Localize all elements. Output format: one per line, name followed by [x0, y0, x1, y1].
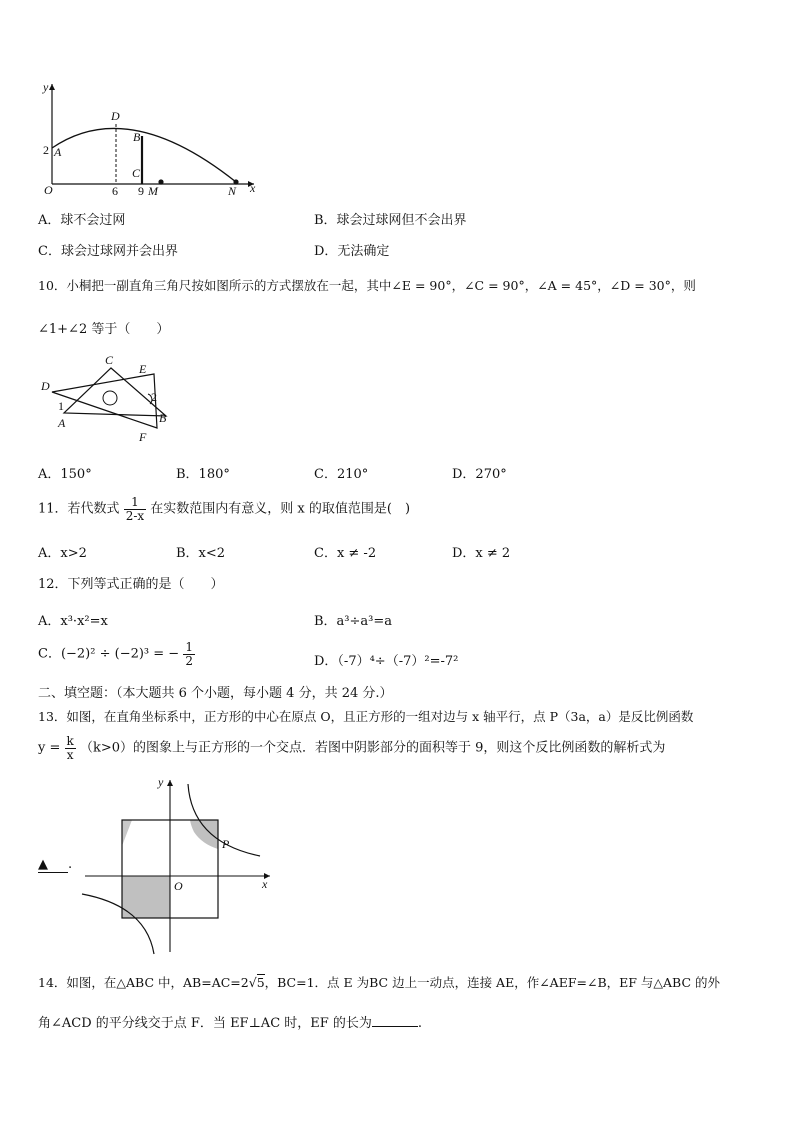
label-6: 6 — [112, 184, 118, 198]
q12-c-fraction: $\frac{1}{2}$ — [185, 640, 193, 668]
q12-option-a: A．x³·x²=x — [38, 614, 108, 629]
q10-option-c: C．210° — [314, 467, 369, 482]
q10-stem-line1: 10．小桐把一副直角三角尺按如图所示的方式摆放在一起，其中∠E = 90°，∠C = 90°，∠A = 45°，∠D = 30°，则 — [38, 278, 696, 293]
q11-option-c: C．x ≠ -2 — [314, 546, 377, 561]
q10-option-b: B．180° — [176, 467, 230, 482]
q9-option-c: C．球会过球网并会出界 — [38, 244, 178, 259]
label-b: B — [133, 130, 141, 144]
label-n: N — [228, 184, 237, 198]
ruler-hole — [103, 391, 117, 405]
sqrt-symbol: √ — [248, 975, 257, 990]
q13-k-over-x: $\frac{k}{x}$ — [66, 734, 74, 762]
q9-option-d: D．无法确定 — [314, 244, 390, 259]
label-y: y — [158, 775, 164, 789]
shade-top-right — [122, 820, 132, 846]
triangle-def — [52, 374, 157, 428]
q9-option-a: A．球不会过网 — [38, 213, 126, 228]
label-d: D — [41, 379, 50, 393]
q11-prefix: 11．若代数式 — [38, 501, 120, 517]
q10-option-a: A．150° — [38, 467, 92, 482]
label-2: 2 — [151, 390, 157, 404]
section-2-heading: 二、填空题：（本大题共 6 个小题，每小题 4 分，共 24 分.） — [38, 686, 393, 701]
q14-answer-blank — [372, 1014, 418, 1027]
q11-option-b: B．x<2 — [176, 546, 226, 561]
label-o: O — [44, 183, 53, 197]
q13-stem-line2: y = $\frac{k}{x}$ （k>0）的图象上与正方形的一个交点．若图中阴影部分的面积等于 9，则这个反比例函数的解析式为 — [38, 734, 666, 762]
label-e: E — [139, 362, 147, 376]
q10-stem-line2: ∠1+∠2 等于（ ） — [38, 322, 170, 337]
q10-option-d: D．270° — [452, 467, 507, 482]
q11-option-d: D．x ≠ 2 — [452, 546, 511, 561]
label-x: x — [262, 877, 268, 891]
q11-fraction: $\frac{1}{2-x}$ — [125, 495, 145, 523]
q9-option-b: B．球会过球网但不会出界 — [314, 213, 467, 228]
q12-option-b: B．a³÷a³=a — [314, 614, 393, 629]
q11-suffix: 在实数范围内有意义，则 x 的取值范围是( ) — [150, 501, 411, 517]
q12-stem: 12．下列等式正确的是（ ） — [38, 577, 224, 592]
q11-option-a: A．x>2 — [38, 546, 87, 561]
label-o: O — [174, 879, 183, 893]
ball-trajectory-figure — [38, 78, 268, 200]
label-p: P — [222, 837, 230, 851]
q13-answer-blank: ▲ . — [38, 857, 73, 872]
point-m — [158, 179, 163, 184]
q14-stem-line2: 角∠ACD 的平分线交于点 F．当 EF⊥AC 时，EF 的长为 . — [38, 1016, 423, 1031]
label-b: B — [159, 411, 167, 425]
q13-stem-line1: 13．如图，在直角坐标系中，正方形的中心在原点 O，且正方形的一组对边与 x 轴平行，点 P（3a，a）是反比例函数 — [38, 709, 694, 724]
q14-stem-line1: 14．如图，在△ABC 中，AB=AC=2√5，BC=1．点 E 为BC 边上一动点，连接 AE，作∠AEF=∠B，EF 与△ABC 的外 — [38, 975, 721, 990]
square-hyperbola-figure — [80, 772, 275, 957]
label-y: y — [43, 80, 49, 94]
label-a: A — [54, 145, 62, 159]
label-x: x — [250, 181, 256, 195]
q12-option-c: C．(−2)² ÷ (−2)³ = − $\frac{1}{2}$ — [38, 640, 193, 668]
label-d: D — [111, 109, 120, 123]
q12-option-d: D．（-7）⁴÷（-7）²=-7² — [314, 654, 459, 669]
label-m: M — [148, 184, 158, 198]
label-9: 9 — [138, 184, 144, 198]
trajectory-curve — [52, 128, 236, 182]
shaded-region-upper — [190, 820, 218, 849]
shaded-region-lower — [122, 876, 170, 918]
label-c: C — [105, 353, 114, 367]
triangle-rulers-figure — [38, 352, 178, 447]
q11-stem — [38, 496, 410, 522]
label-c: C — [132, 166, 141, 180]
label-a: A — [58, 416, 66, 430]
label-1: 1 — [58, 399, 64, 413]
label-f: F — [139, 430, 147, 444]
label-2: 2 — [43, 143, 49, 157]
